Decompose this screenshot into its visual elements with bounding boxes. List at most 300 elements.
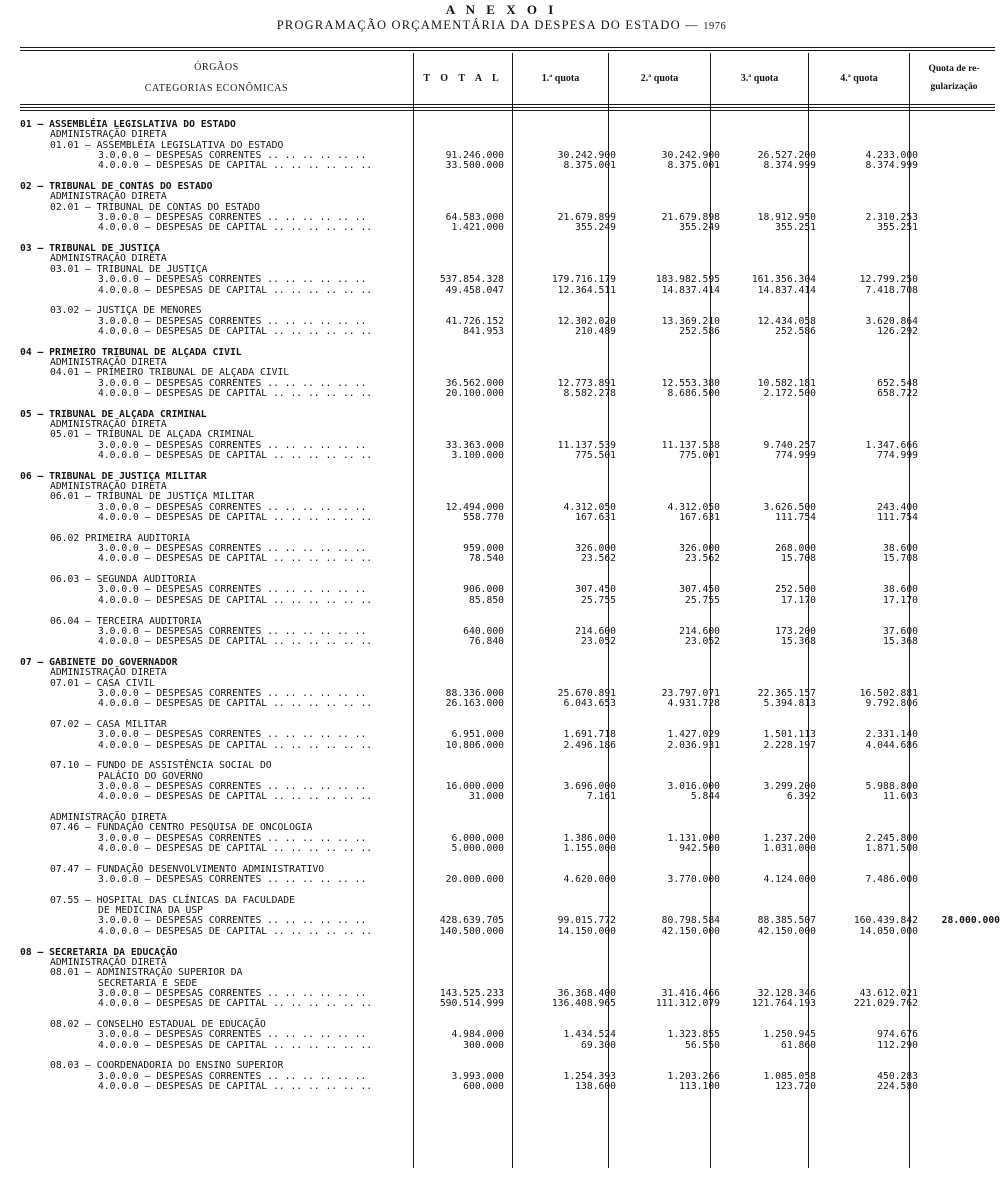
row-label: 4.0.0.0 — DESPESAS DE CAPITAL .. .. .. .. .. .. [98, 450, 373, 461]
row-label: 08.02 — CONSELHO ESTADUAL DE EDUCAÇÃO [50, 1018, 266, 1030]
quota-1-cell: 2.496.186 [563, 739, 616, 751]
quota-2-cell: 23.797.071 [661, 687, 720, 699]
table-row [20, 286, 1000, 296]
quota-1-cell: 12.773.891 [557, 377, 616, 389]
quota-2-cell: 3.770.000 [667, 874, 720, 886]
quota-1-cell: 99.015.772 [557, 915, 616, 927]
quota-3-cell: 355.251 [775, 222, 816, 234]
quota-1-cell: 355.249 [575, 222, 616, 234]
quota-4-cell: 2.310.253 [865, 212, 918, 224]
row-label: ADMINISTRAÇÃO DIRETA [50, 253, 167, 265]
quota-1-cell: 138.600 [575, 1080, 616, 1092]
quota-3-cell: 3.299.200 [763, 781, 816, 792]
quota-3-cell: 774.999 [775, 450, 816, 461]
quota-2-cell: 23.562 [685, 553, 720, 565]
quota-4-cell: 2.245.800 [865, 832, 918, 844]
total-cell: 16.000.000 [445, 781, 504, 792]
row-label: 02.01 — TRIBUNAL DE CONTAS DO ESTADO [50, 201, 260, 213]
row-label: 07.55 — HOSPITAL DAS CLÍNICAS DA FACULDADE [50, 894, 295, 906]
total-cell: 590.514.999 [439, 998, 504, 1010]
row-label: 3.0.0.0 — DESPESAS CORRENTES .. .. .. .. .. .. [98, 832, 367, 844]
row-label: 4.0.0.0 — DESPESAS DE CAPITAL .. .. .. .. .. .. [98, 636, 373, 648]
quota-2-cell: 1.131.000 [667, 832, 720, 844]
row-label: 4.0.0.0 — DESPESAS DE CAPITAL .. .. .. .. .. .. [98, 284, 373, 296]
row-label: 3.0.0.0 — DESPESAS CORRENTES .. .. .. .. .. .. [98, 781, 367, 792]
quota-4-cell: 12.799.250 [859, 274, 918, 286]
table-top-rule-1 [20, 47, 995, 48]
total-cell: 10.806.000 [445, 739, 504, 751]
table-row [20, 1082, 1000, 1092]
quota-3-cell: 1.250.945 [763, 1029, 816, 1041]
quota-2-cell: 183.982.595 [655, 274, 720, 286]
quota-2-cell: 80.798.584 [661, 915, 720, 927]
quota-2-cell: 2.036.931 [667, 739, 720, 751]
quota-1-cell: 1.434.524 [563, 1029, 616, 1041]
quota-2-cell: 5.844 [690, 791, 720, 803]
quota-4-cell: 126.292 [877, 325, 918, 337]
quota-4-cell: 7.486.000 [865, 874, 918, 886]
budget-table-body [20, 120, 1000, 1092]
quota-3-cell: 8.374.999 [763, 160, 816, 172]
row-label: 4.0.0.0 — DESPESAS DE CAPITAL .. .. .. .. .. .. [98, 160, 373, 172]
quota-1-cell: 6.043.653 [563, 698, 616, 710]
table-row [20, 244, 1000, 254]
row-label: 03.02 — JUSTIÇA DE MENORES [50, 305, 202, 317]
table-top-rule-2 [20, 50, 995, 51]
quota-4-cell: 652.548 [877, 377, 918, 389]
header-bottom-rule-2 [20, 107, 995, 108]
table-row [20, 596, 1000, 606]
row-label: 4.0.0.0 — DESPESAS DE CAPITAL .. .. .. .. .. .. [98, 998, 373, 1010]
table-row [20, 927, 1000, 937]
quota-2-cell: 167.631 [679, 512, 720, 524]
table-row [20, 999, 1000, 1009]
header-bottom-rule-3 [20, 110, 995, 111]
quota-2-cell: 214.600 [679, 625, 720, 637]
quota-1-cell: 25.670.891 [557, 687, 616, 699]
quota-1-cell: 307.450 [575, 584, 616, 596]
quota-1-cell: 167.631 [575, 512, 616, 524]
row-label: ADMINISTRAÇÃO DIRETA [50, 667, 167, 679]
row-label: ADMINISTRAÇÃO DIRETA [50, 356, 167, 368]
row-label: ADMINISTRAÇÃO DIRETA [50, 481, 167, 493]
quota-1-cell: 136.408.965 [551, 998, 616, 1010]
table-row [20, 741, 1000, 751]
table-row [20, 1041, 1000, 1051]
header-bottom-rule-1 [20, 104, 995, 105]
table-row [20, 875, 1000, 885]
quota-3-cell: 2.228.197 [763, 739, 816, 751]
quota-1-cell: 1.691.718 [563, 729, 616, 741]
quota-4-cell: 974.676 [877, 1029, 918, 1041]
row-label: 4.0.0.0 — DESPESAS DE CAPITAL .. .. .. .. .. .. [98, 512, 373, 524]
row-label: ADMINISTRAÇÃO DIRETA [50, 129, 167, 141]
quota-1-cell: 4.312.050 [563, 501, 616, 513]
row-label: 3.0.0.0 — DESPESAS CORRENTES .. .. .. .. .. .. [98, 439, 367, 451]
table-row [20, 472, 1000, 482]
quota-3-cell: 1.237.200 [763, 832, 816, 844]
quota-3-cell: 252.500 [775, 584, 816, 596]
table-row [20, 513, 1000, 523]
table-row [20, 948, 1000, 958]
quota-1-cell: 775.501 [575, 450, 616, 461]
table-row [20, 410, 1000, 420]
total-cell: 3.100.000 [451, 450, 504, 461]
row-label: 07.10 — FUNDO DE ASSISTÊNCIA SOCIAL DO [50, 760, 272, 772]
quota-3-cell: 173.200 [775, 625, 816, 637]
total-cell: 64.583.000 [445, 212, 504, 224]
total-cell: 558.770 [463, 512, 504, 524]
quota-1-cell: 23.052 [581, 636, 616, 648]
quota-2-cell: 252.586 [679, 325, 720, 337]
quota-1-cell: 1.254.393 [563, 1070, 616, 1082]
row-label: ADMINISTRAÇÃO DIRETA [50, 956, 167, 968]
table-row [20, 554, 1000, 564]
organ-heading: 04 — PRIMEIRO TRIBUNAL DE ALÇADA CIVIL [20, 346, 242, 358]
row-label: 4.0.0.0 — DESPESAS DE CAPITAL .. .. .. .. .. .. [98, 843, 373, 855]
row-label: 4.0.0.0 — DESPESAS DE CAPITAL .. .. .. .. .. .. [98, 925, 373, 937]
row-label: SECRETARIA E SEDE [98, 977, 198, 989]
row-label: 4.0.0.0 — DESPESAS DE CAPITAL .. .. .. .. .. .. [98, 387, 373, 399]
row-label: 3.0.0.0 — DESPESAS CORRENTES .. .. .. .. .. .. [98, 687, 367, 699]
quota-1-cell: 12.302.020 [557, 315, 616, 327]
row-label: 3.0.0.0 — DESPESAS CORRENTES .. .. .. .. .. .. [98, 315, 367, 327]
quota-1-cell: 179.716.179 [551, 274, 616, 286]
total-cell: 428.639.705 [439, 915, 504, 927]
total-cell: 4.984.000 [451, 1029, 504, 1041]
quota-1-cell: 8.375.001 [563, 160, 616, 172]
quota-4-cell: 15.708 [883, 553, 918, 565]
quota-4-cell: 14.050.000 [859, 925, 918, 937]
quota-3-cell: 32.128.346 [757, 987, 816, 999]
total-cell: 78.540 [469, 553, 504, 565]
row-label: 4.0.0.0 — DESPESAS DE CAPITAL .. .. .. .. .. .. [98, 1080, 373, 1092]
row-label: 08.03 — COORDENADORIA DO ENSINO SUPERIOR [50, 1060, 284, 1072]
quota-3-cell: 161.356.304 [751, 274, 816, 286]
total-cell: 20.000.000 [445, 874, 504, 886]
row-label: 4.0.0.0 — DESPESAS DE CAPITAL .. .. .. .. .. .. [98, 791, 373, 803]
quota-3-cell: 61.860 [781, 1039, 816, 1051]
row-label: 4.0.0.0 — DESPESAS DE CAPITAL .. .. .. .. .. .. [98, 1039, 373, 1051]
quota-4-cell: 43.612.021 [859, 987, 918, 999]
quota-3-cell: 26.527.200 [757, 150, 816, 162]
quota-1-cell: 11.137.539 [557, 439, 616, 451]
total-cell: 537.854.328 [439, 274, 504, 286]
table-row [20, 451, 1000, 461]
table-row [20, 223, 1000, 233]
table-row [20, 668, 1000, 678]
quota-4-cell: 774.999 [877, 450, 918, 461]
quota-1-cell: 36.368.400 [557, 987, 616, 999]
row-label: 3.0.0.0 — DESPESAS CORRENTES .. .. .. .. .. .. [98, 543, 367, 555]
quota-2-cell: 942.500 [679, 843, 720, 855]
quota-4-cell: 5.988.800 [865, 781, 918, 792]
header-orgaos-label: ÓRGÃOS [194, 62, 239, 73]
row-spacer [20, 606, 1000, 616]
quota-3-cell: 121.764.193 [751, 998, 816, 1010]
row-label: 03.01 — TRIBUNAL DE JUSTIÇA [50, 263, 208, 275]
row-label: 06.01 — TRIBUNAL DE JUSTIÇA MILITAR [50, 491, 255, 503]
quota-2-cell: 23.052 [685, 636, 720, 648]
row-label: 4.0.0.0 — DESPESAS DE CAPITAL .. .. .. .. .. .. [98, 594, 373, 606]
row-spacer [20, 710, 1000, 720]
quota-3-cell: 1.031.000 [763, 843, 816, 855]
quota-4-cell: 658.722 [877, 387, 918, 399]
total-cell: 959.000 [463, 543, 504, 555]
quota-3-cell: 4.124.000 [763, 874, 816, 886]
quota-1-cell: 1.386.000 [563, 832, 616, 844]
organ-heading: 06 — TRIBUNAL DE JUSTIÇA MILITAR [20, 470, 207, 482]
quota-2-cell: 13.369.210 [661, 315, 720, 327]
quota-1-cell: 8.582.278 [563, 387, 616, 399]
quota-1-cell: 210.489 [575, 325, 616, 337]
row-label: 4.0.0.0 — DESPESAS DE CAPITAL .. .. .. .. .. .. [98, 698, 373, 710]
row-label: 07.47 — FUNDAÇÃO DESENVOLVIMENTO ADMINISTRATIVO [50, 863, 325, 875]
quota-4-cell: 37.600 [883, 625, 918, 637]
row-label: 07.01 — CASA CIVIL [50, 677, 155, 689]
total-cell: 140.500.000 [439, 925, 504, 937]
table-row [20, 161, 1000, 171]
quota-3-cell: 2.172.500 [763, 387, 816, 399]
row-label: 3.0.0.0 — DESPESAS CORRENTES .. .. .. .. .. .. [98, 1070, 367, 1082]
quota-1-cell: 12.364.511 [557, 284, 616, 296]
quota-2-cell: 21.679.898 [661, 212, 720, 224]
quota-1-cell: 23.562 [581, 553, 616, 565]
row-label: 06.04 — TERCEIRA AUDITORIA [50, 615, 202, 627]
header-categorias-label: CATEGORIAS ECONÔMICAS [144, 83, 289, 94]
table-row [20, 637, 1000, 647]
row-label: 06.03 — SEGUNDA AUDITORIA [50, 574, 196, 586]
quota-2-cell: 1.323.855 [667, 1029, 720, 1041]
quota-1-cell: 214.600 [575, 625, 616, 637]
annex-title: A N E X O I [445, 2, 558, 17]
quota-2-cell: 14.837.414 [661, 284, 720, 296]
document-year: 1976 [703, 21, 727, 32]
organ-heading: 08 — SECRETARIA DA EDUCAÇÃO [20, 946, 178, 958]
table-row [20, 389, 1000, 399]
quota-1-cell: 14.150.000 [557, 925, 616, 937]
quota-2-cell: 307.450 [679, 584, 720, 596]
table-row [20, 327, 1000, 337]
document-title [0, 18, 1003, 33]
row-label: ADMINISTRAÇÃO DIRETA [50, 191, 167, 203]
total-cell: 1.421.000 [451, 222, 504, 234]
quota-1-cell: 326.000 [575, 543, 616, 555]
total-cell: 906.000 [463, 584, 504, 596]
row-label: 4.0.0.0 — DESPESAS DE CAPITAL .. .. .. .. .. .. [98, 553, 373, 565]
row-label: 4.0.0.0 — DESPESAS DE CAPITAL .. .. .. .. .. .. [98, 739, 373, 751]
quota-3-cell: 17.170 [781, 594, 816, 606]
total-cell: 5.000.000 [451, 843, 504, 855]
quota-2-cell: 56.550 [685, 1039, 720, 1051]
total-cell: 85.850 [469, 594, 504, 606]
row-label: 3.0.0.0 — DESPESAS CORRENTES .. .. .. .. .. .. [98, 274, 367, 286]
total-cell: 12.494.000 [445, 501, 504, 513]
quota-2-cell: 8.375.001 [667, 160, 720, 172]
quota-2-cell: 113.100 [679, 1080, 720, 1092]
organ-heading: 07 — GABINETE DO GOVERNADOR [20, 656, 178, 668]
quota-4-cell: 355.251 [877, 222, 918, 234]
total-cell: 3.993.000 [451, 1070, 504, 1082]
table-row [20, 275, 1000, 285]
quota-2-cell: 30.242.900 [661, 150, 720, 162]
quota-4-cell: 160.439.842 [853, 915, 918, 927]
header-quota-1: 1.ª quota [541, 72, 580, 84]
table-row [20, 306, 1000, 316]
quota-1-cell: 1.155.000 [563, 843, 616, 855]
total-cell: 6.951.000 [451, 729, 504, 741]
quota-2-cell: 111.312.079 [655, 998, 720, 1010]
quota-1-cell: 4.620.000 [563, 874, 616, 886]
quota-3-cell: 12.434.058 [757, 315, 816, 327]
organ-heading: 02 — TRIBUNAL DE CONTAS DO ESTADO [20, 181, 213, 193]
total-cell: 91.246.000 [445, 150, 504, 162]
quota-4-cell: 112.290 [877, 1039, 918, 1051]
total-cell: 143.525.233 [439, 987, 504, 999]
quota-4-cell: 9.792.806 [865, 698, 918, 710]
table-row [20, 699, 1000, 709]
quota-3-cell: 10.582.181 [757, 377, 816, 389]
table-row [20, 792, 1000, 802]
table-row [20, 120, 1000, 130]
row-label: ADMINISTRAÇÃO DIRETA [50, 418, 167, 430]
row-label: 01.01 — ASSEMBLÉIA LEGISLATIVA DO ESTADO [50, 139, 284, 151]
quota-4-cell: 224.580 [877, 1080, 918, 1092]
row-label: 3.0.0.0 — DESPESAS CORRENTES .. .. .. .. .. .. [98, 150, 367, 162]
quota-2-cell: 3.016.000 [667, 781, 720, 792]
total-cell: 33.500.000 [445, 160, 504, 172]
quota-4-cell: 38.600 [883, 543, 918, 555]
quota-2-cell: 1.203.266 [667, 1070, 720, 1082]
quota-3-cell: 88.385.507 [757, 915, 816, 927]
row-label: PALÁCIO DO GOVERNO [98, 770, 203, 782]
total-cell: 26.163.000 [445, 698, 504, 710]
row-label: 07.02 — CASA MILITAR [50, 718, 167, 730]
quota-2-cell: 25.755 [685, 594, 720, 606]
quota-3-cell: 6.392 [786, 791, 816, 803]
quota-4-cell: 221.029.762 [853, 998, 918, 1010]
quota-3-cell: 3.626.500 [763, 501, 816, 513]
organ-heading: 01 — ASSEMBLÉIA LEGISLATIVA DO ESTADO [20, 119, 236, 130]
quota-4-cell: 450.283 [877, 1070, 918, 1082]
total-cell: 36.562.000 [445, 377, 504, 389]
quota-3-cell: 1.085.058 [763, 1070, 816, 1082]
quota-3-cell: 268.000 [775, 543, 816, 555]
quota-2-cell: 355.249 [679, 222, 720, 234]
quota-4-cell: 7.418.708 [865, 284, 918, 296]
row-label: 3.0.0.0 — DESPESAS CORRENTES .. .. .. .. .. .. [98, 1029, 367, 1041]
quota-2-cell: 12.553.380 [661, 377, 720, 389]
row-label: ADMINISTRAÇÃO DIRETA [50, 812, 167, 824]
quota-4-cell: 111.754 [877, 512, 918, 524]
quota-4-cell: 1.347.666 [865, 439, 918, 451]
header-total: T O T A L [423, 72, 503, 84]
quota-2-cell: 31.416.466 [661, 987, 720, 999]
quota-4-cell: 1.871.500 [865, 843, 918, 855]
total-cell: 300.000 [463, 1039, 504, 1051]
row-label: 3.0.0.0 — DESPESAS CORRENTES .. .. .. .. .. .. [98, 987, 367, 999]
quota-3-cell: 123.720 [775, 1080, 816, 1092]
quota-4-cell: 38.600 [883, 584, 918, 596]
row-label: 3.0.0.0 — DESPESAS CORRENTES .. .. .. .. .. .. [98, 729, 367, 741]
quota-3-cell: 1.501.113 [763, 729, 816, 741]
total-cell: 76.840 [469, 636, 504, 648]
header-quota-3: 3.ª quota [740, 72, 779, 84]
total-cell: 841.953 [463, 325, 504, 337]
total-cell: 41.726.152 [445, 315, 504, 327]
row-label: 3.0.0.0 — DESPESAS CORRENTES .. .. .. .. .. .. [98, 377, 367, 389]
row-label: 04.01 — PRIMEIRO TRIBUNAL DE ALÇADA CIVIL [50, 367, 290, 379]
organ-heading: 03 — TRIBUNAL DE JUSTIÇA [20, 243, 160, 255]
quota-3-cell: 22.365.157 [757, 687, 816, 699]
row-spacer [20, 937, 1000, 947]
quota-2-cell: 8.686.500 [667, 387, 720, 399]
document-title-text: PROGRAMAÇÃO ORÇAMENTÁRIA DA DESPESA DO ESTADO — [276, 18, 699, 32]
total-cell: 49.458.047 [445, 284, 504, 296]
quota-3-cell: 15.708 [781, 553, 816, 565]
quota-4-cell: 8.374.999 [865, 160, 918, 172]
row-spacer [20, 803, 1000, 813]
quota-2-cell: 4.931.728 [667, 698, 720, 710]
row-label: 4.0.0.0 — DESPESAS DE CAPITAL .. .. .. .. .. .. [98, 325, 373, 337]
quota-3-cell: 252.586 [775, 325, 816, 337]
quota-4-cell: 17.170 [883, 594, 918, 606]
row-label: 07.46 — FUNDAÇÃO CENTRO PESQUISA DE ONCOLOGIA [50, 822, 313, 834]
regularizacao-cell: 28.000.000 [941, 915, 1000, 927]
table-row [20, 844, 1000, 854]
row-label: 3.0.0.0 — DESPESAS CORRENTES .. .. .. .. .. .. [98, 212, 367, 224]
row-label: 3.0.0.0 — DESPESAS CORRENTES .. .. .. .. .. .. [98, 584, 367, 596]
quota-1-cell: 25.755 [581, 594, 616, 606]
header-orgaos [20, 53, 413, 103]
header-regularizacao [910, 53, 998, 103]
quota-1-cell: 69.300 [581, 1039, 616, 1051]
row-label: 3.0.0.0 — DESPESAS CORRENTES .. .. .. .. .. .. [98, 915, 367, 927]
quota-3-cell: 5.394.813 [763, 698, 816, 710]
quota-1-cell: 21.679.899 [557, 212, 616, 224]
quota-3-cell: 9.740.257 [763, 439, 816, 451]
row-label: 4.0.0.0 — DESPESAS DE CAPITAL .. .. .. .. .. .. [98, 222, 373, 234]
table-row [20, 182, 1000, 192]
quota-3-cell: 14.837.414 [757, 284, 816, 296]
row-label: 3.0.0.0 — DESPESAS CORRENTES .. .. .. .. .. .. [98, 625, 367, 637]
quota-2-cell: 1.427.029 [667, 729, 720, 741]
quota-1-cell: 30.242.900 [557, 150, 616, 162]
total-cell: 600.000 [463, 1080, 504, 1092]
table-row [20, 348, 1000, 358]
organ-heading: 05 — TRIBUNAL DE ALÇADA CRIMINAL [20, 408, 207, 420]
table-row [20, 658, 1000, 668]
quota-4-cell: 16.502.881 [859, 687, 918, 699]
quota-1-cell: 3.696.000 [563, 781, 616, 792]
row-spacer [20, 337, 1000, 347]
quota-2-cell: 4.312.050 [667, 501, 720, 513]
header-reg-line-1: Quota de re- [928, 64, 980, 74]
row-label: 06.02 PRIMEIRA AUDITORIA [50, 532, 190, 544]
quota-3-cell: 18.912.950 [757, 212, 816, 224]
row-label: DE MEDICINA DA USP [98, 905, 203, 917]
row-label: 3.0.0.0 — DESPESAS CORRENTES .. .. .. .. .. .. [98, 501, 367, 513]
quota-4-cell: 243.400 [877, 501, 918, 513]
header-quota-2: 2.ª quota [640, 72, 679, 84]
quota-2-cell: 775.001 [679, 450, 720, 461]
quota-2-cell: 42.150.000 [661, 925, 720, 937]
row-spacer [20, 234, 1000, 244]
total-cell: 88.336.000 [445, 687, 504, 699]
quota-3-cell: 42.150.000 [757, 925, 816, 937]
row-label: 08.01 — ADMINISTRAÇÃO SUPERIOR DA [50, 967, 243, 979]
quota-3-cell: 15.368 [781, 636, 816, 648]
